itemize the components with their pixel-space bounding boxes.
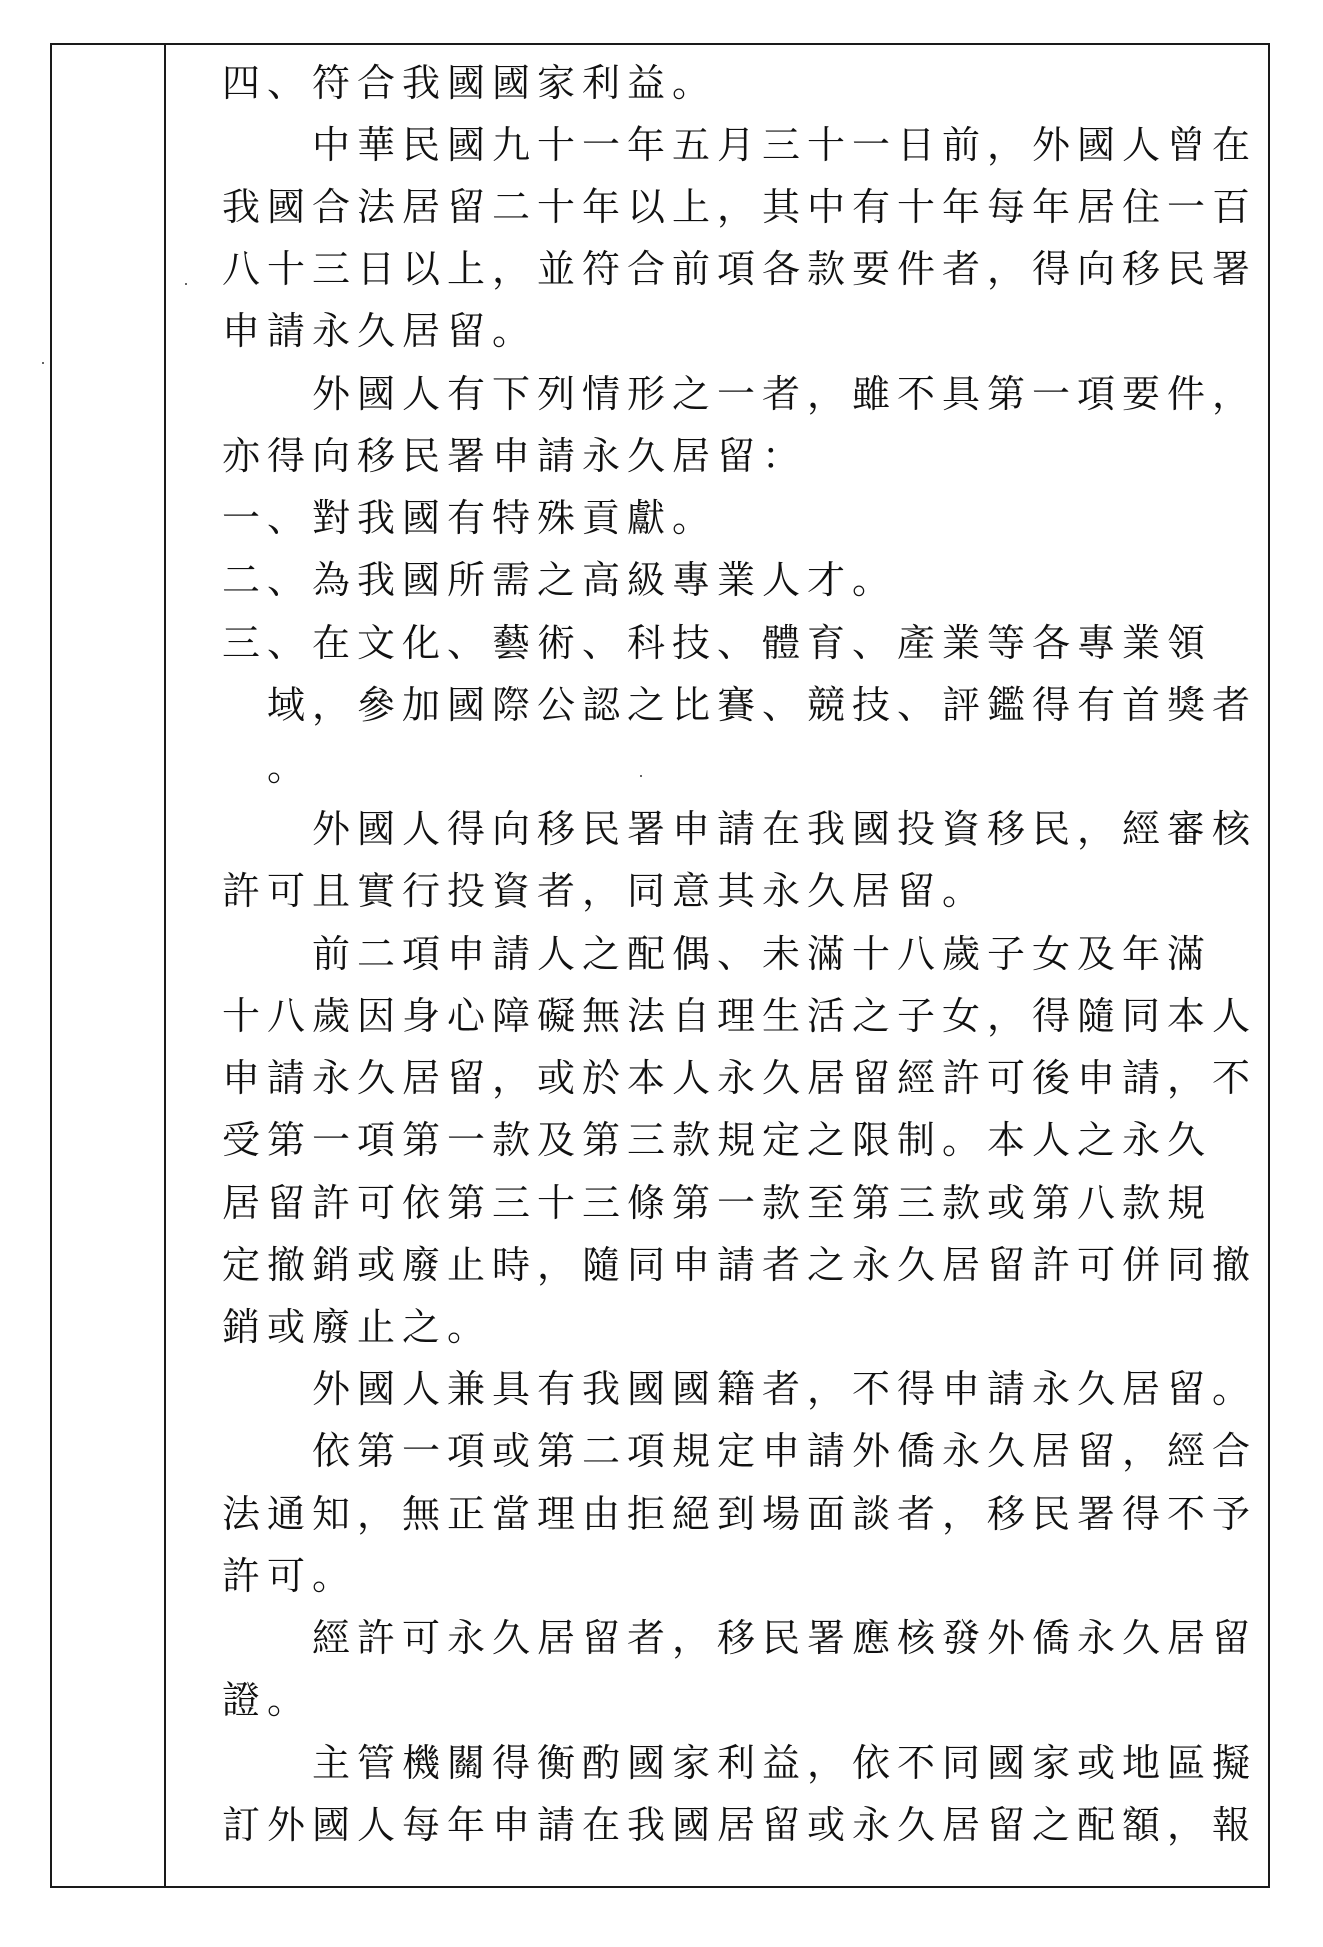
text-line: 許可且實行投資者，同意其永久居留。 — [222, 869, 988, 913]
text-line: 。 — [222, 745, 313, 789]
text-line: 法通知，無正當理由拒絕到場面談者，移民署得不予 — [222, 1492, 1258, 1536]
text-line: 主管機關得衡酌國家利益，依不同國家或地區擬 — [222, 1741, 1258, 1785]
text-line: 我國合法居留二十年以上，其中有十年每年居住一百 — [222, 185, 1258, 229]
text-line: 外國人得向移民署申請在我國投資移民，經審核 — [222, 807, 1258, 851]
text-line: 許可。 — [222, 1554, 358, 1598]
text-line: 外國人有下列情形之一者，雖不具第一項要件， — [222, 372, 1258, 416]
text-line: 申請永久居留，或於本人永久居留經許可後申請，不 — [222, 1056, 1258, 1100]
text-line: 亦得向移民署申請永久居留： — [222, 434, 808, 478]
text-line: 外國人兼具有我國國籍者，不得申請永久居留。 — [222, 1367, 1258, 1411]
text-line: 證。 — [222, 1678, 313, 1722]
text-line: 域，參加國際公認之比賽、競技、評鑑得有首獎者 — [222, 683, 1258, 727]
scan-speck — [42, 362, 44, 364]
text-line: 前二項申請人之配偶、未滿十八歲子女及年滿 — [222, 932, 1213, 976]
text-line: 定撤銷或廢止時，隨同申請者之永久居留許可併同撤 — [222, 1243, 1258, 1287]
text-line: 居留許可依第三十三條第一款至第三款或第八款規 — [222, 1181, 1213, 1225]
text-line: 申請永久居留。 — [222, 309, 538, 353]
text-line: 受第一項第一款及第三款規定之限制。本人之永久 — [222, 1118, 1213, 1162]
column-divider — [164, 45, 166, 1886]
text-line: 依第一項或第二項規定申請外僑永久居留，經合 — [222, 1429, 1258, 1473]
document-frame — [50, 43, 1270, 1888]
text-line: 三、在文化、藝術、科技、體育、產業等各專業領 — [222, 621, 1213, 665]
text-line: 中華民國九十一年五月三十一日前，外國人曾在 — [222, 123, 1258, 167]
text-line: 經許可永久居留者，移民署應核發外僑永久居留 — [222, 1616, 1258, 1660]
text-line: 十八歲因身心障礙無法自理生活之子女，得隨同本人 — [222, 994, 1258, 1038]
text-line: 二、為我國所需之高級專業人才。 — [222, 558, 898, 602]
text-line: 四、符合我國國家利益。 — [222, 61, 718, 105]
text-line: 訂外國人每年申請在我國居留或永久居留之配額，報 — [222, 1803, 1258, 1847]
text-line: 八十三日以上，並符合前項各款要件者，得向移民署 — [222, 247, 1258, 291]
text-line: 一、對我國有特殊貢獻。 — [222, 496, 718, 540]
text-line: 銷或廢止之。 — [222, 1305, 493, 1349]
